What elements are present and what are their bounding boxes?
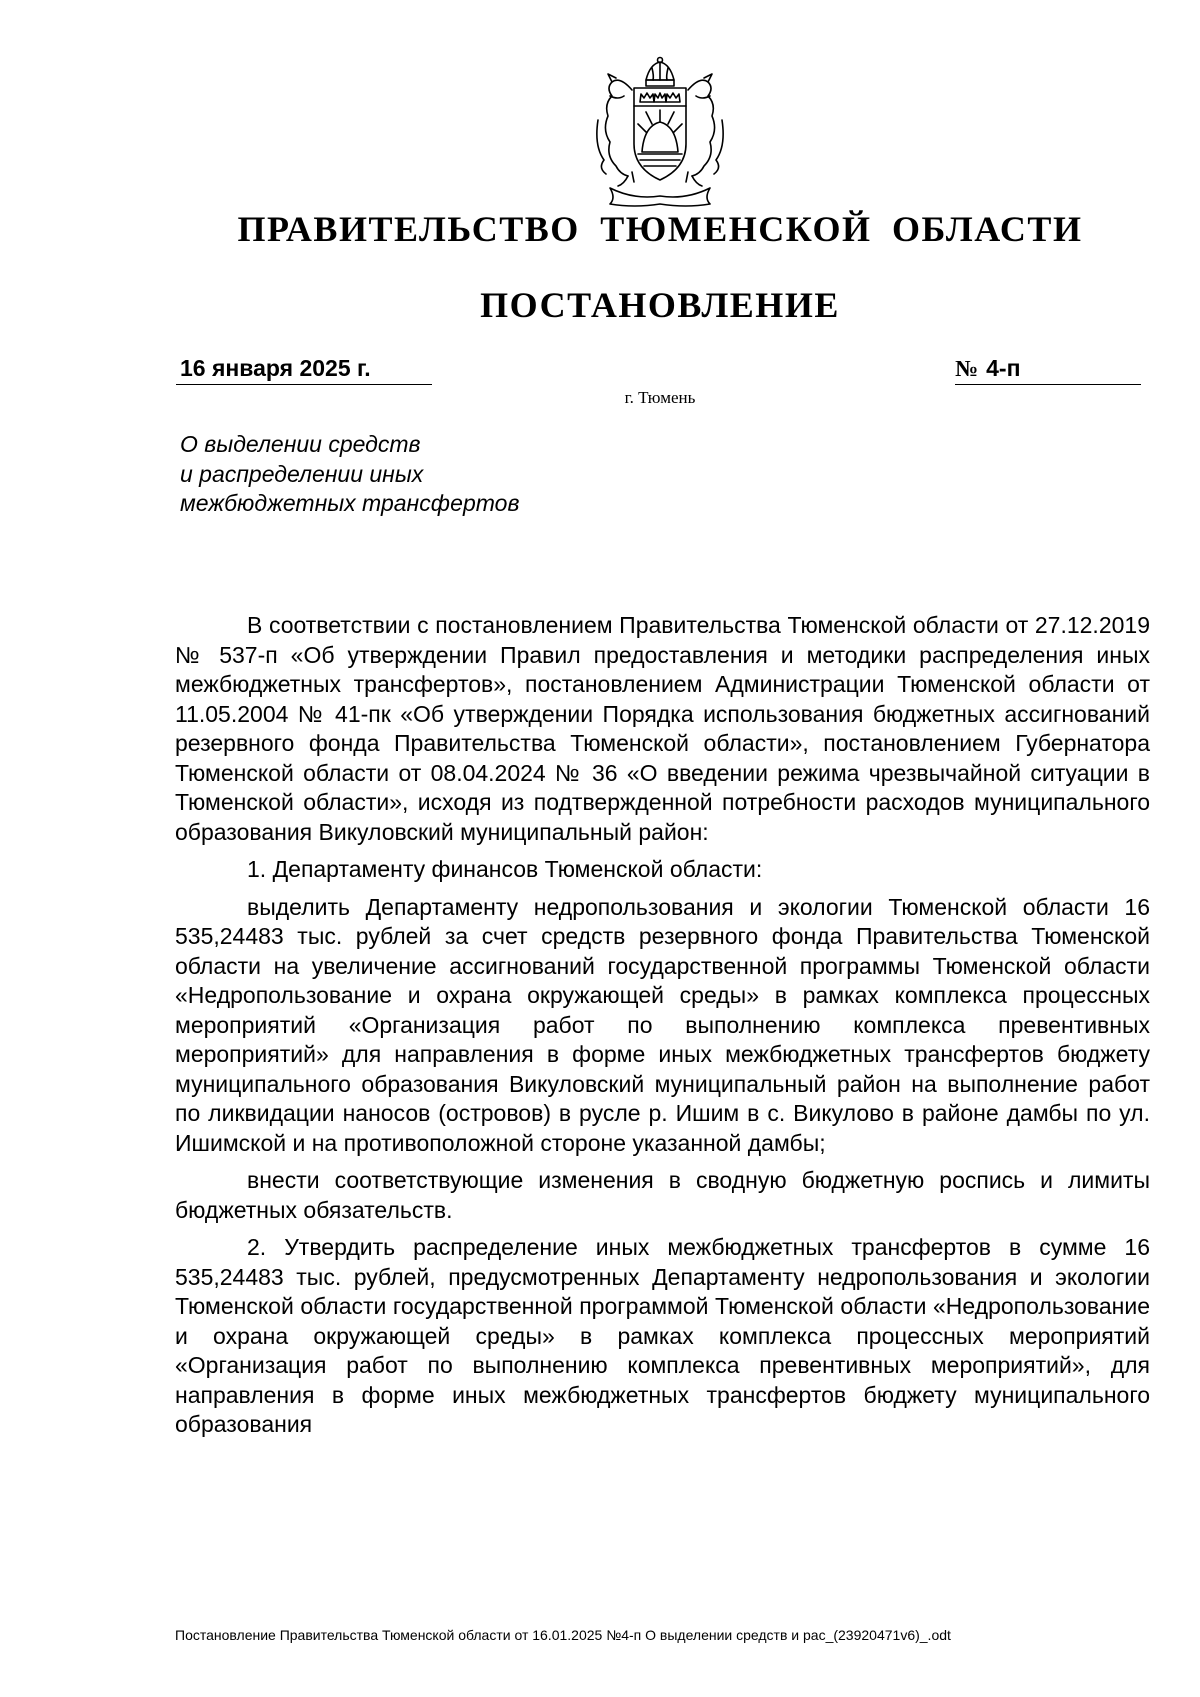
document-number-field <box>955 355 1141 385</box>
city: г. Тюмень <box>624 388 696 407</box>
subject-line: межбюджетных трансфертов <box>180 490 520 516</box>
subject-line: и распределении иных <box>180 460 424 487</box>
document-date: 16 января 2025 г. <box>176 355 432 385</box>
subject-line: О выделении средств <box>180 431 421 457</box>
body-paragraph: 1. Департаменту финансов Тюменской области: <box>247 856 763 882</box>
document-subject <box>180 430 700 519</box>
organization-title: ПРАВИТЕЛЬСТВО ТЮМЕНСКОЙ ОБЛАСТИ <box>237 209 1083 249</box>
body-paragraph: выделить Департаменту недропользования и экологии Тюменской области 16 535,24483 тыс. рублей за счет средств резервного фонда Правительства Тюменской области на увеличение ассигнований государственной программы Тюменской области «Недропользование и охрана окружающей среды» в рамках комплекса процессных мероприятий «Организация работ по выполнению комплекса превентивных мероприятий» для направления в форме иных межбюджетных трансфертов бюджету муниципального образования Викуловский муниципальный район на выполнение работ по ликвидации наносов (островов) в русле р. Ишим в с. Викулово в районе дамбы по ул. Ишимской и на противоположной стороне указанной дамбы; <box>175 893 1150 1156</box>
body-paragraph: 2. Утвердить распределение иных межбюджетных трансфертов в сумме 16 535,24483 тыс. рублей, предусмотренных Департаменту недропользования и экологии Тюменской области государственной программой Тюменской области «Недропользование и охрана окружающей среды» в рамках комплекса процессных мероприятий «Организация работ по выполнению комплекса превентивных мероприятий», для направления в форме иных межбюджетных трансфертов бюджету муниципального образования <box>175 1234 1150 1437</box>
coat-of-arms-icon <box>594 56 726 208</box>
body-paragraph: внести соответствующие изменения в сводную бюджетную роспись и лимиты бюджетных обязательств. <box>175 1167 1150 1223</box>
document-type: ПОСТАНОВЛЕНИЕ <box>480 285 840 325</box>
document-number: 4-п <box>986 355 1021 381</box>
body-paragraph: В соответствии с постановлением Правительства Тюменской области от 27.12.2019 № 537-п «Об утверждении Правил предоставления и методики распределения иных межбюджетных трансфертов», постановлением Администрации Тюменской области от 11.05.2004 № 41-пк «Об утверждении Порядка использования бюджетных ассигнований резервного фонда Правительства Тюменской области», постановлением Губернатора Тюменской области от 08.04.2024 № 36 «О введении режима чрезвычайной ситуации в Тюменской области», исходя из подтвержденной потребности расходов муниципального образования Викуловский муниципальный район: <box>175 612 1150 845</box>
page-footer: Постановление Правительства Тюменской области от 16.01.2025 №4-п О выделении средств и рас_(23920471v6)_.odt <box>175 1627 951 1643</box>
number-sign: № <box>955 356 979 381</box>
document-body <box>175 611 1150 1440</box>
